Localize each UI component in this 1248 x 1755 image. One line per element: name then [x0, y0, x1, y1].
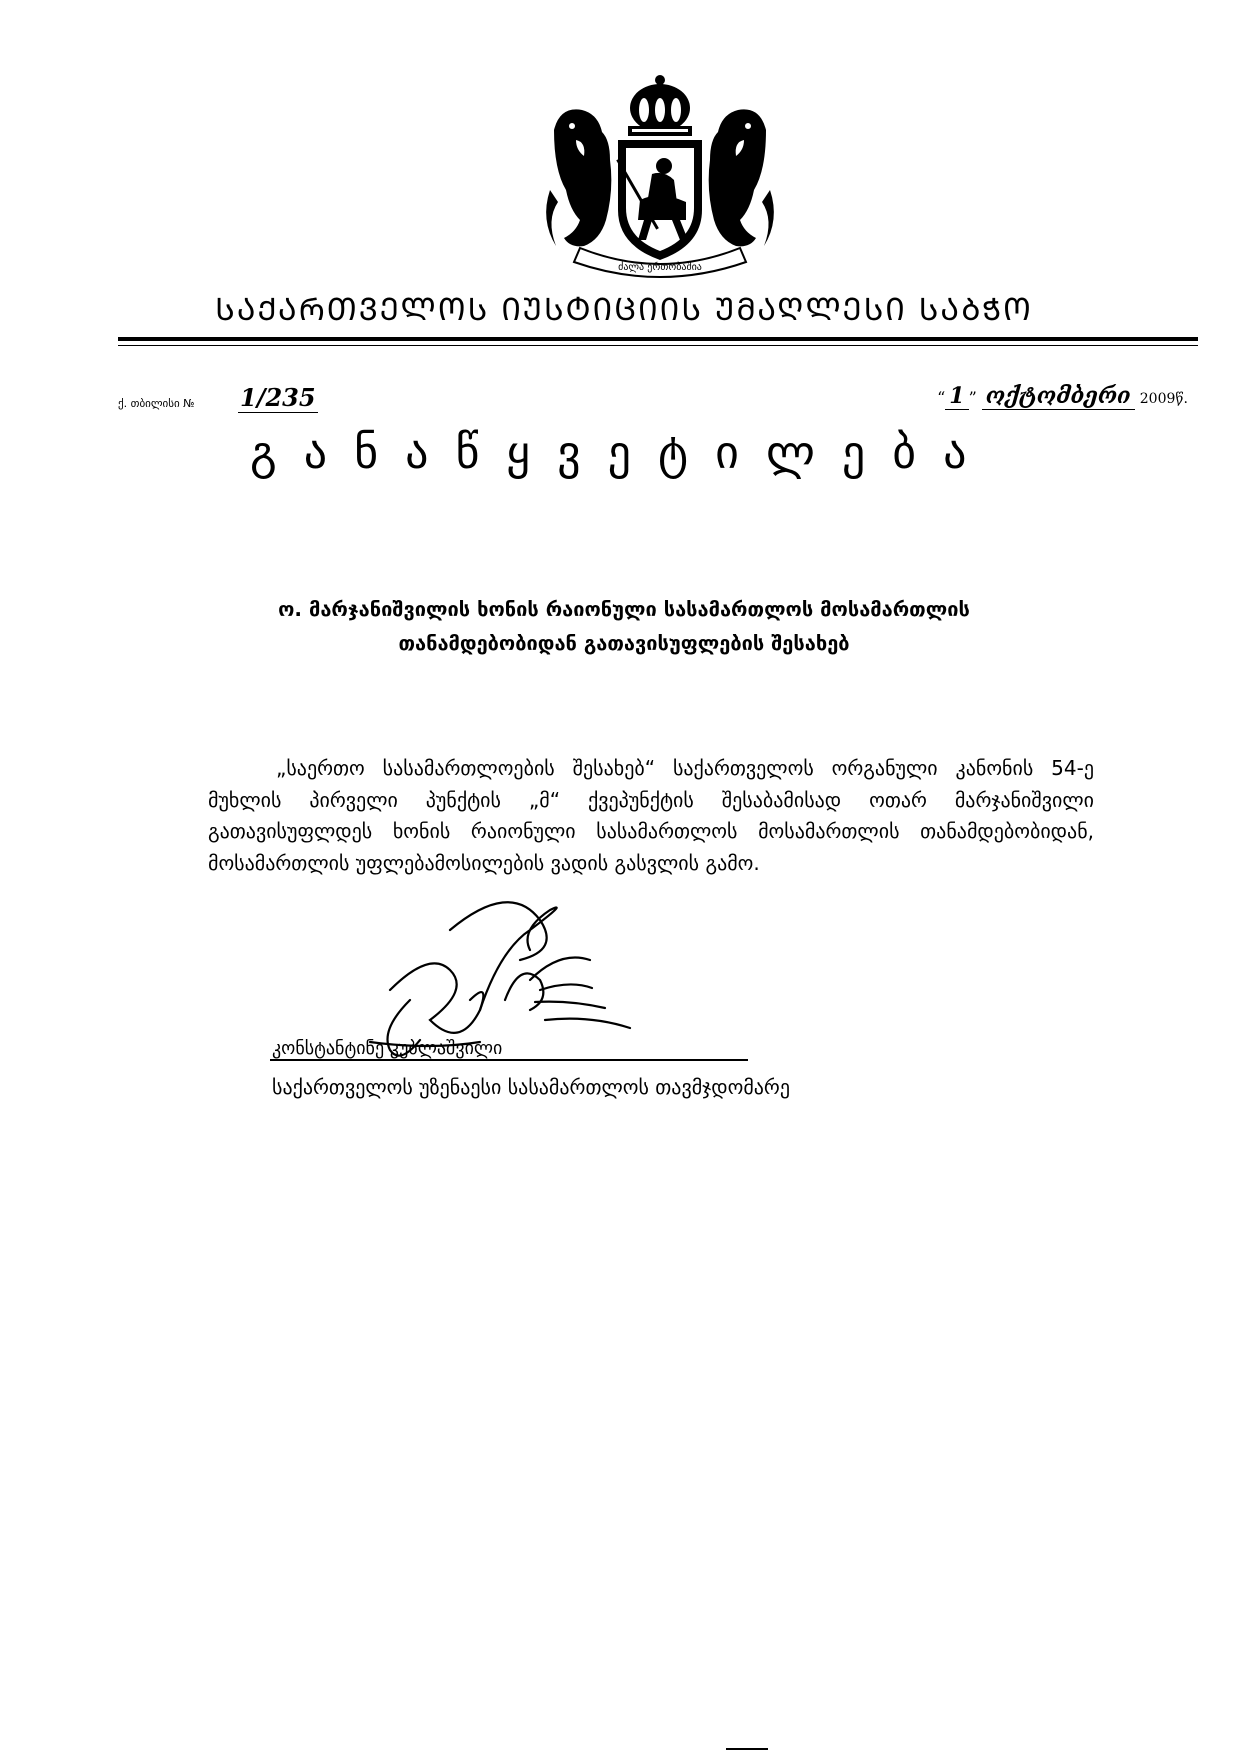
coat-of-arms-emblem — [540, 70, 780, 280]
document-subject — [0, 592, 1248, 660]
header-rule-thin — [118, 345, 1198, 346]
subject-line-1: ო. მარჯანიშვილის ხონის რაიონული სასამართლოს მოსამართლის — [278, 597, 970, 621]
decree-number: 1/235 — [240, 383, 316, 412]
city-number-label: ქ. თბილისი № — [118, 397, 195, 410]
date-year: 2009წ. — [1139, 391, 1188, 407]
date-day: 1 — [945, 383, 968, 410]
decree-date: “ 1 ” ოქტომბერი 2009წ. — [937, 383, 1188, 409]
emblem-motto: ძალა ერთობაშია — [618, 262, 702, 273]
signature-line — [270, 1059, 748, 1061]
signatory-name: კონსტანტინე კუბლაშვილი — [272, 1038, 503, 1059]
header-rule-thick — [118, 337, 1198, 341]
footer-mark — [726, 1748, 768, 1750]
document-body: „საერთო სასამართლოების შესახებ“ საქართველოს ორგანული კანონის 54-ე მუხლის პირველი პუნქტის „მ“ ქვეპუნქტის შესაბამისად ოთარ მარჯანიშვილი გათავისუფლდეს ხონის რაიონული სასამართლოს მოსამართლის თანამდებობიდან, მოსამართლის უფლებამოსილების ვადის გასვლის გამო. — [208, 756, 1094, 875]
council-title: ᲡᲐᲥᲐᲠᲗᲕᲔᲚᲝᲡ ᲘᲣᲡᲢᲘᲪᲘᲘᲡ ᲣᲛᲐᲦᲚᲔᲡᲘ ᲡᲐᲑᲭᲝ — [215, 292, 1033, 328]
signatory-title: საქართველოს უზენაესი სასამართლოს თავმჯდომარე — [272, 1075, 790, 1099]
document-heading: განაწყვეტილება — [250, 425, 994, 479]
date-month: ოქტომბერი — [982, 383, 1135, 410]
subject-line-2: თანამდებობიდან გათავისუფლების შესახებ — [398, 631, 850, 655]
